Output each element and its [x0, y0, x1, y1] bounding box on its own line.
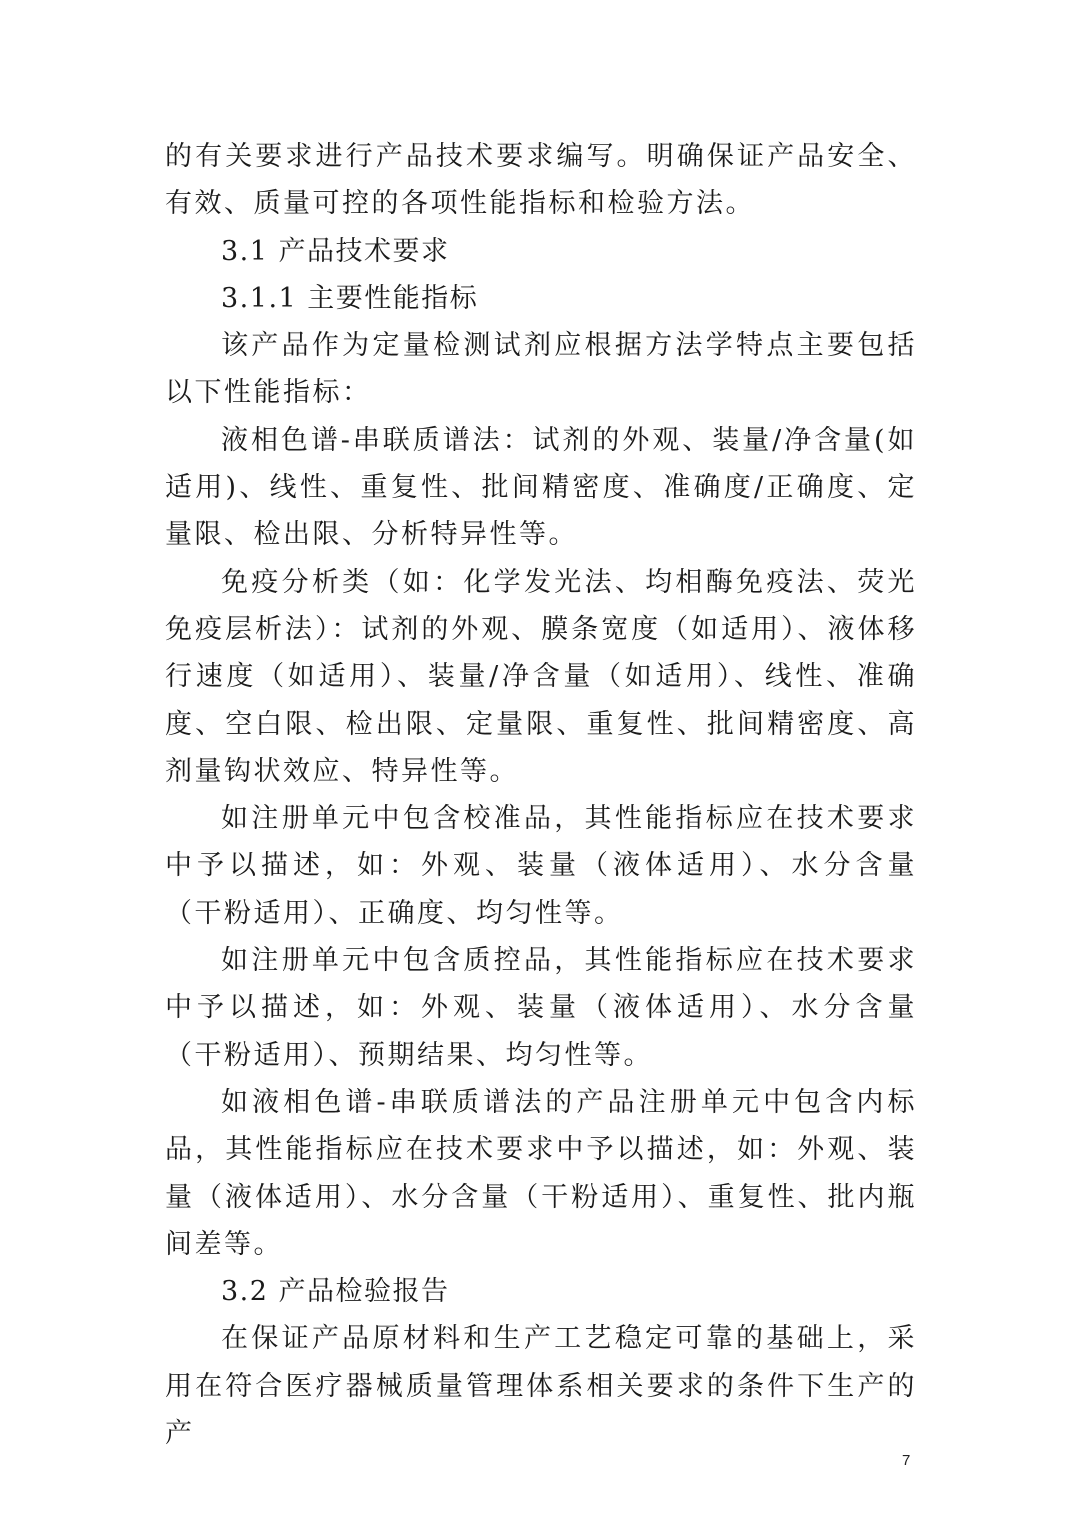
paragraph-calibrator: 如注册单元中包含校准品，其性能指标应在技术要求中予以描述，如：外观、装量（液体适用）、水分含量（干粉适用）、正确度、均匀性等。: [165, 803, 917, 929]
paragraph-immunoassay: 免疫分析类（如：化学发光法、均相酶免疫法、荧光免疫层析法）：试剂的外观、膜条宽度（如适用）、液体移行速度（如适用）、装量/净含量（如适用）、线性、准确度、空白限、检出限、定量限、重复性、批间精密度、高剂量钩状效应、特异性等。: [165, 566, 917, 787]
paragraph-lc-ms: 液相色谱-串联质谱法：试剂的外观、装量/净含量(如适用)、线性、重复性、批间精密度、准确度/正确度、定量限、检出限、分析特异性等。: [165, 424, 917, 551]
paragraph-internal-standard: 如液相色谱-串联质谱法的产品注册单元中包含内标品，其性能指标应在技术要求中予以描述，如：外观、装量（液体适用）、水分含量（干粉适用）、重复性、批内瓶间差等。: [165, 1086, 917, 1260]
section-heading-3-1-1: 3.1.1 主要性能指标: [221, 282, 479, 314]
section-heading-3-1: 3.1 产品技术要求: [221, 235, 450, 267]
paragraph-inspection-report: 在保证产品原材料和生产工艺稳定可靠的基础上，采用在符合医疗器械质量管理体系相关要求的条件下生产的产: [165, 1323, 917, 1450]
paragraph-performance-intro: 该产品作为定量检测试剂应根据方法学特点主要包括以下性能指标：: [165, 330, 917, 409]
document-body: [165, 133, 917, 1457]
section-heading-3-2: 3.2 产品检验报告: [221, 1276, 450, 1308]
paragraph-quality-control: 如注册单元中包含质控品，其性能指标应在技术要求中予以描述，如：外观、装量（液体适用）、水分含量（干粉适用）、预期结果、均匀性等。: [165, 945, 917, 1071]
page-number: 7: [902, 1452, 911, 1469]
paragraph-continuation: 的有关要求进行产品技术要求编写。明确保证产品安全、有效、质量可控的各项性能指标和检验方法。: [165, 141, 917, 220]
